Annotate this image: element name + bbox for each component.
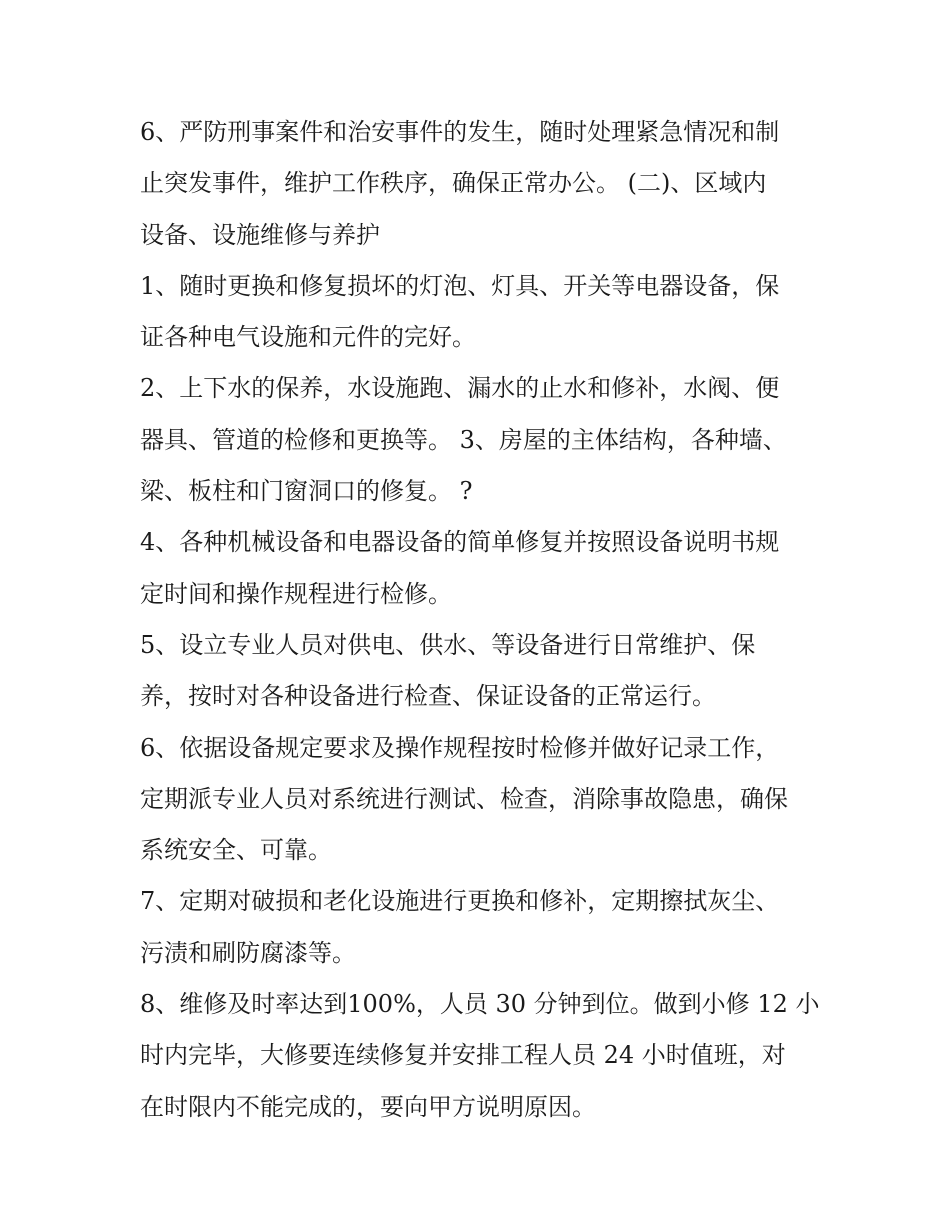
text-line: 系统安全、可靠。: [140, 836, 332, 865]
text-line: 止突发事件，维护工作秩序，确保正常办公。 (二)、区域内: [140, 169, 767, 198]
text-line: 6、依据设备规定要求及操作规程按时检修并做好记录工作，: [140, 733, 780, 762]
text-line: 5、设立专业人员对供电、供水、等设备进行日常维护、保: [140, 630, 756, 659]
text-line: 污渍和刷防腐漆等。: [140, 938, 356, 967]
text-line: 时内完毕，大修要连续修复并安排工程人员 24 小时值班，对: [140, 1041, 786, 1070]
text-line: 设备、设施维修与养护: [140, 220, 380, 249]
text-line: 养，按时对各种设备进行检查、保证设备的正常运行。: [140, 682, 716, 711]
text-line: 梁、板柱和门窗洞口的修复。 ?: [140, 477, 473, 506]
text-line: 定时间和操作规程进行检修。: [140, 579, 452, 608]
text-line: 1、随时更换和修复损坏的灯泡、灯具、开关等电器设备，保: [140, 271, 780, 300]
text-line: 器具、管道的检修和更换等。 3、房屋的主体结构，各种墙、: [140, 425, 787, 454]
document-body: [140, 107, 820, 1133]
text-line: 7、定期对破损和老化设施进行更换和修补，定期擦拭灰尘、: [140, 887, 780, 916]
text-line: 8、维修及时率达到100%，人员 30 分钟到位。做到小修 12 小: [140, 990, 820, 1019]
text-line: 6、严防刑事案件和治安事件的发生，随时处理紧急情况和制: [140, 118, 780, 146]
text-line: 2、上下水的保养，水设施跑、漏水的止水和修补，水阀、便: [140, 374, 780, 403]
text-line: 定期派专业人员对系统进行测试、检查，消除事故隐患，确保: [140, 784, 788, 813]
text-line: 4、各种机械设备和电器设备的简单修复并按照设备说明书规: [140, 528, 780, 557]
text-line: 在时限内不能完成的，要向甲方说明原因。: [140, 1092, 596, 1121]
text-line: 证各种电气设施和元件的完好。: [140, 323, 476, 352]
